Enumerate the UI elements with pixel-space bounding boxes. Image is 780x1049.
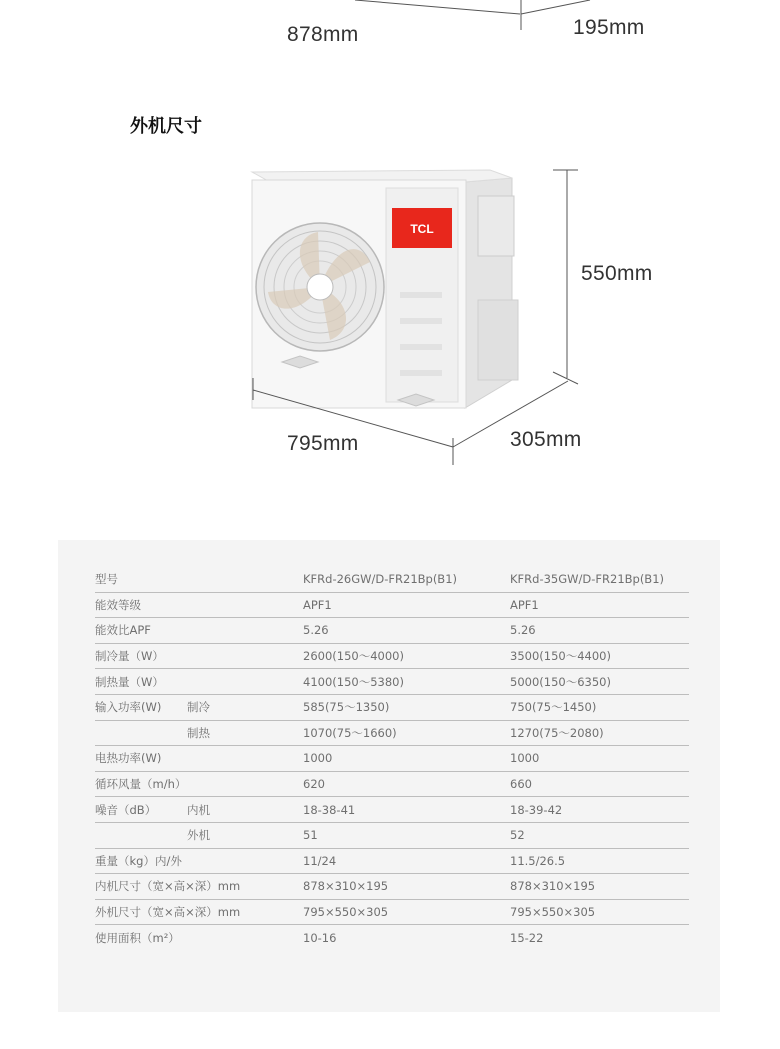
spec-sublabel: 制冷 [181, 694, 303, 720]
table-row [95, 618, 689, 644]
spec-value-35gw: 15-22 [510, 930, 544, 945]
outdoor-height-label: 550mm [581, 262, 653, 285]
table-row [95, 669, 689, 695]
spec-value-26gw: 2600(150～4000) [303, 643, 510, 669]
outdoor-depth-label: 305mm [510, 428, 582, 451]
table-row [95, 694, 689, 720]
spec-sublabel: 外机 [181, 822, 303, 848]
spec-label: 输入功率(W) [95, 694, 181, 720]
spec-value-35gw: 5000(150～6350) [510, 669, 689, 695]
spec-value-35gw: 750(75～1450) [510, 694, 689, 720]
spec-label: 型号 [95, 567, 303, 592]
spec-value-26gw: 5.26 [303, 618, 510, 644]
spec-label: 能效比APF [95, 618, 303, 644]
table-row [95, 643, 689, 669]
spec-value-35gw: APF1 [510, 592, 689, 618]
spec-value-35gw: 11.5/26.5 [510, 848, 689, 874]
spec-label: 噪音（dB） [95, 797, 181, 823]
outdoor-unit-illustration [252, 170, 518, 408]
outdoor-width-label: 795mm [287, 432, 359, 455]
indoor-depth-label: 195mm [573, 16, 645, 39]
table-row [95, 592, 689, 618]
table-row [95, 899, 689, 925]
table-row [95, 848, 689, 874]
spec-table [95, 567, 689, 950]
spec-value-35gw: 3500(150～4400) [510, 643, 689, 669]
spec-value-35gw: 5.26 [510, 618, 689, 644]
tcl-logo-text: TCL [410, 222, 434, 236]
spec-label: 电热功率(W) [95, 746, 303, 772]
spec-value-26gw: 1070(75～1660) [303, 720, 510, 746]
width-dimension-line-indoor [355, 0, 520, 14]
spec-label: 循环风量（m/h） [95, 771, 303, 797]
spec-value-26gw: 585(75～1350) [303, 694, 510, 720]
spec-value-35gw: 1000 [510, 746, 689, 772]
table-row [95, 771, 689, 797]
spec-label: 重量（kg）内/外 [95, 848, 303, 874]
spec-label: 内机尺寸（宽×高×深）mm [95, 874, 303, 900]
table-row [95, 746, 689, 772]
spec-value-35gw: 878×310×195 [510, 874, 689, 900]
table-row [95, 797, 689, 823]
section-title: 外机尺寸 [130, 116, 202, 137]
spec-label: 外机尺寸（宽×高×深）mm [95, 899, 303, 925]
spec-value-26gw: APF1 [303, 592, 510, 618]
spec-sublabel: 内机 [181, 797, 303, 823]
spec-value-35gw: 795×550×305 [510, 899, 689, 925]
table-row [95, 822, 689, 848]
indoor-width-label: 878mm [287, 23, 359, 46]
spec-value-26gw: 878×310×195 [303, 874, 510, 900]
spec-label: 能效等级 [95, 592, 303, 618]
spec-value-26gw: 18-38-41 [303, 797, 510, 823]
spec-panel [58, 540, 720, 1012]
spec-sublabel: 制热 [181, 720, 303, 746]
spec-label: 制热量（W） [95, 669, 303, 695]
spec-value-35gw: 52 [510, 822, 689, 848]
spec-label: 制冷量（W） [95, 643, 303, 669]
spec-label [95, 822, 181, 848]
spec-value-26gw: 1000 [303, 746, 510, 772]
table-row [95, 567, 689, 592]
spec-value-35gw: 660 [510, 771, 689, 797]
table-row [95, 720, 689, 746]
depth-dimension-line-indoor [521, 0, 590, 14]
spec-value-35gw: 18-39-42 [510, 797, 689, 823]
spec-value-26gw: 620 [303, 771, 510, 797]
table-row [95, 874, 689, 900]
spec-value-35gw: KFRd-35GW/D-FR21Bp(B1) [510, 567, 689, 592]
spec-value-26gw: 4100(150～5380) [303, 669, 510, 695]
spec-value-26gw: 10-16 [303, 930, 337, 945]
spec-label: 使用面积（m²） [95, 930, 180, 945]
spec-value-26gw: 51 [303, 822, 510, 848]
spec-value-26gw: 795×550×305 [303, 899, 510, 925]
spec-label [95, 720, 181, 746]
table-row [95, 925, 689, 950]
spec-value-26gw: 11/24 [303, 848, 510, 874]
spec-value-35gw: 1270(75～2080) [510, 720, 689, 746]
spec-value-26gw: KFRd-26GW/D-FR21Bp(B1) [303, 567, 510, 592]
